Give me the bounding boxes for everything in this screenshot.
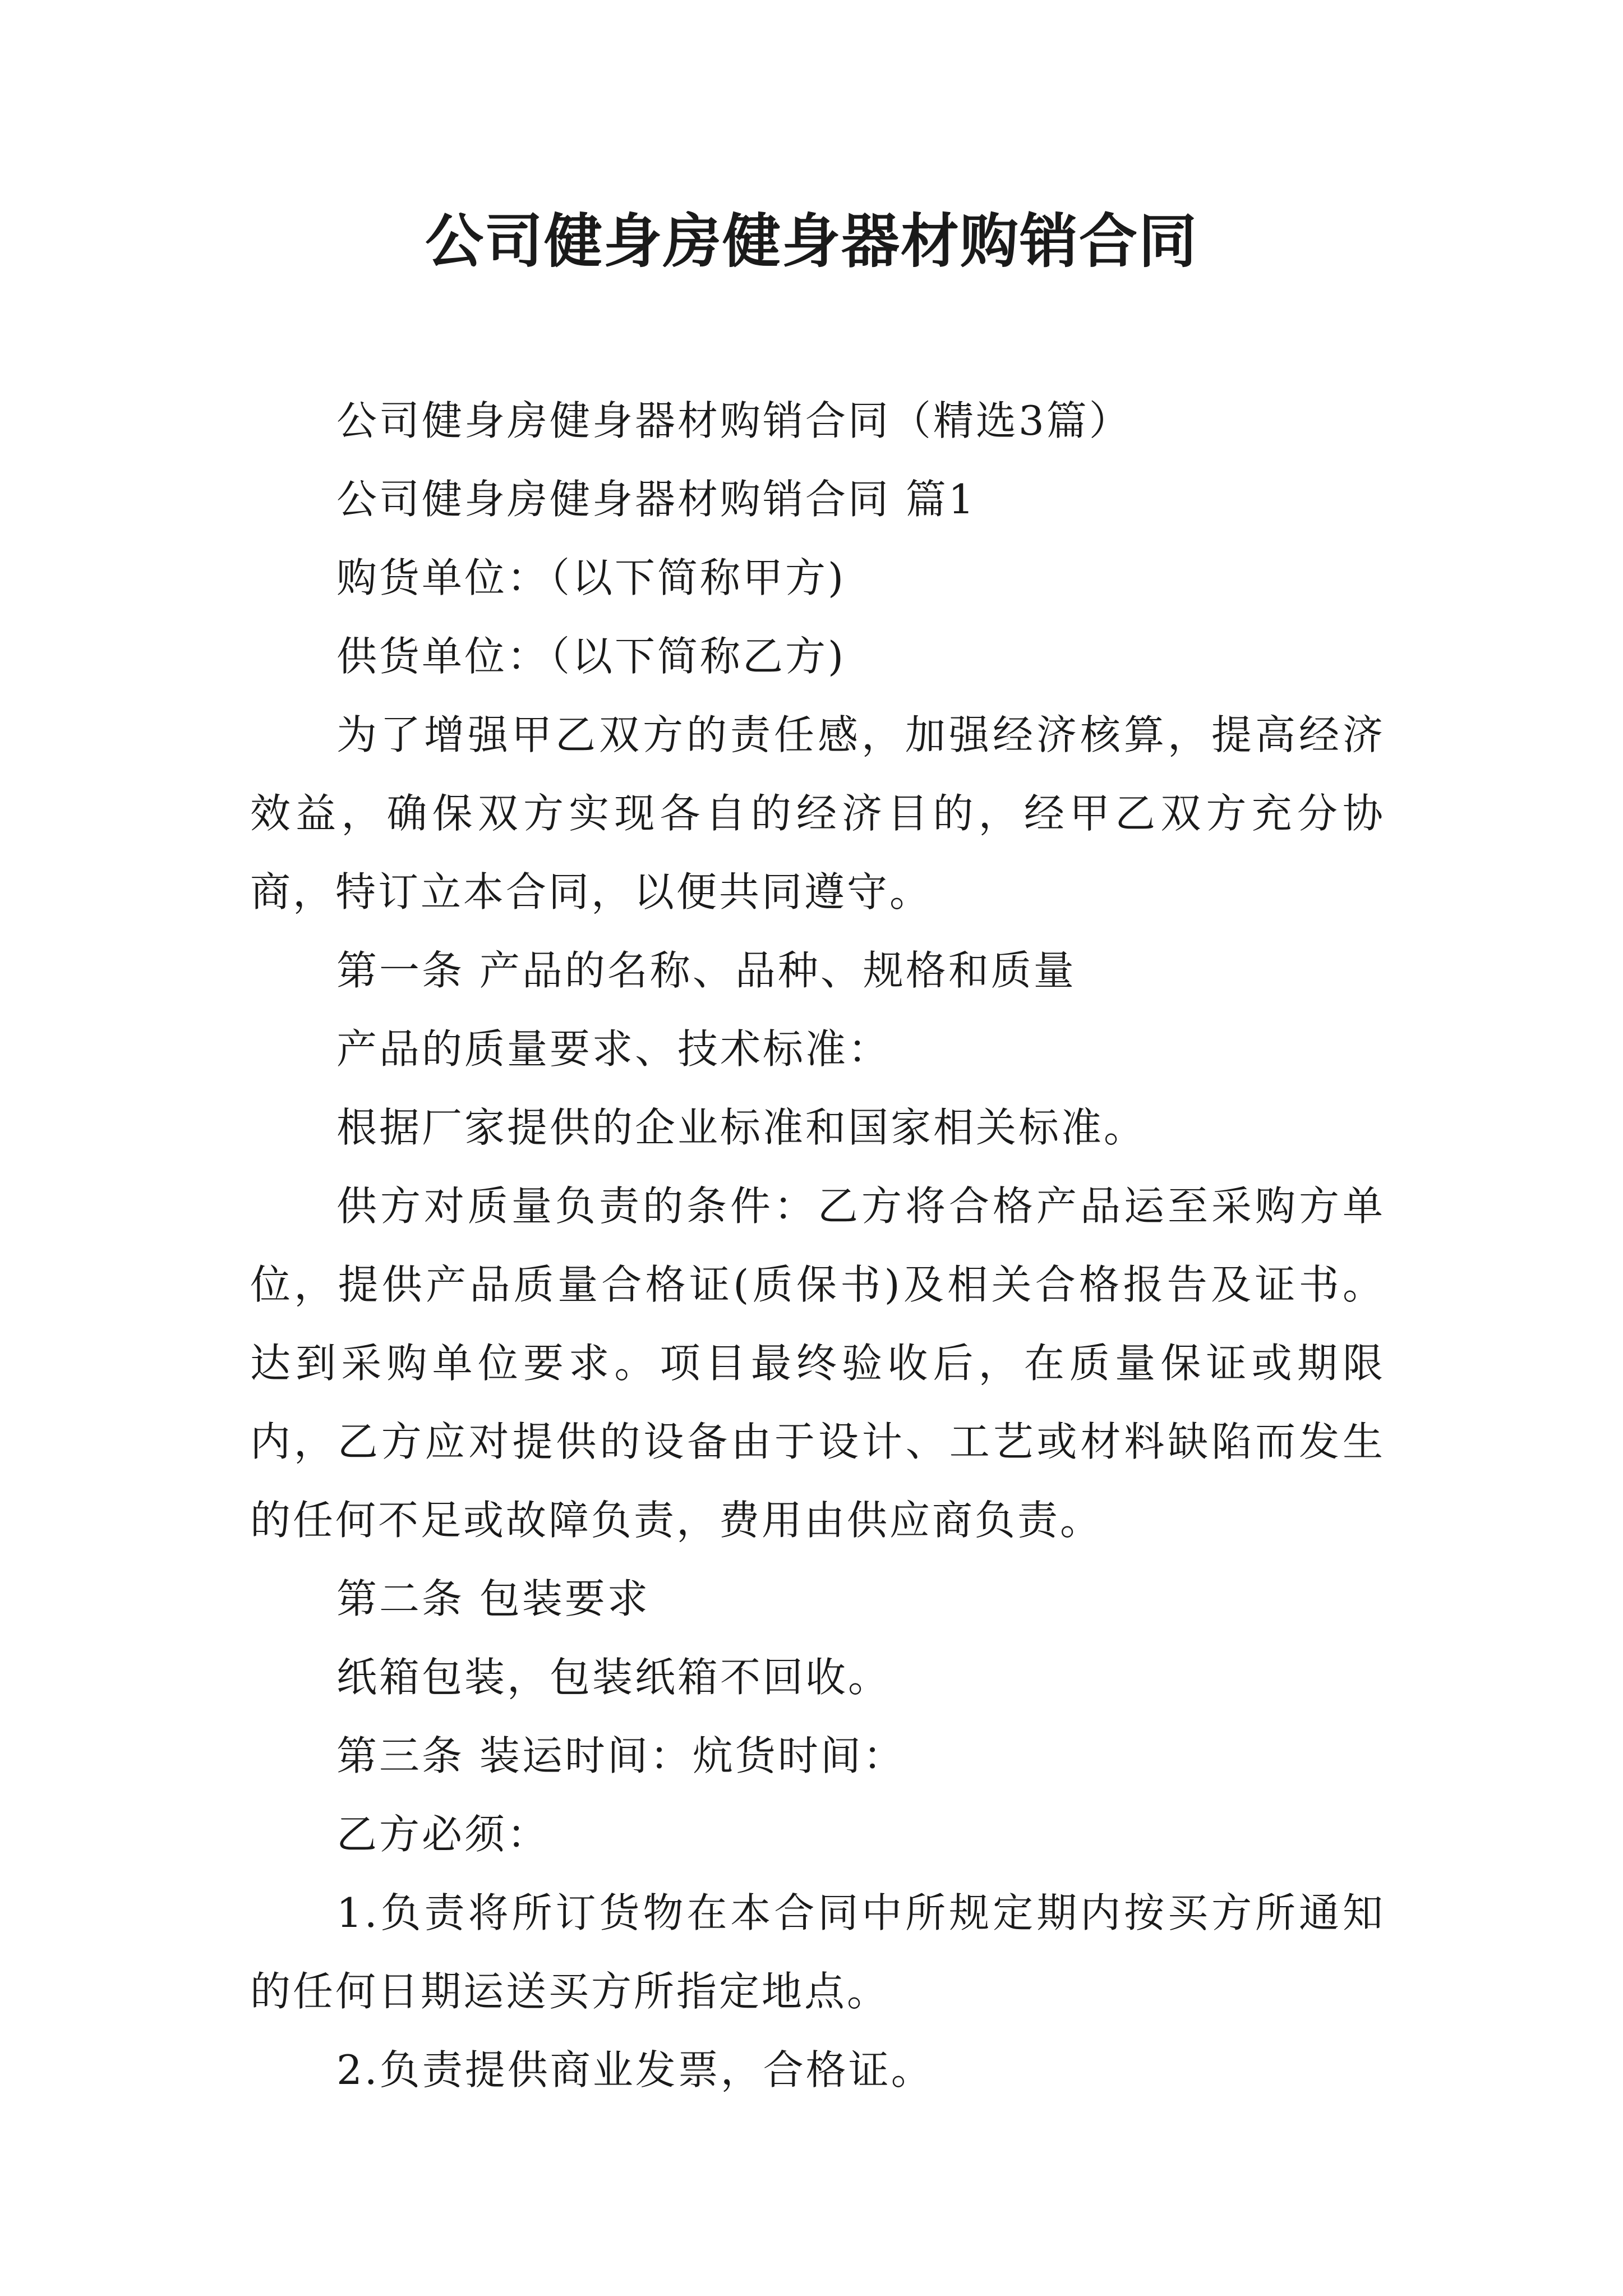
paragraph-buyer: 购货单位：（以下简称甲方)	[336, 554, 846, 601]
document-title: 公司健身房健身器材购销合同	[425, 207, 1198, 275]
paragraph-standards: 根据厂家提供的企业标准和国家相关标准。	[336, 1104, 1147, 1151]
paragraph-section-heading: 公司健身房健身器材购销合同 篇1	[336, 476, 976, 523]
paragraph-packaging: 纸箱包装，包装纸箱不回收。	[336, 1654, 891, 1701]
paragraph-item-2: 2.负责提供商业发票，合格证。	[336, 2046, 934, 2093]
paragraph-quality-conditions: 供方对质量负责的条件：乙方将合格产品运至采购方单位，提供产品质量合格证(质保书)及相关合格报告及证书。达到采购单位要求。项目最终验收后，在质量保证或期限内，乙方应对提供的设备由于设计、工艺或材料缺陷而发生的任何不足或故障负责，费用由供应商负责。	[250, 1182, 1385, 1544]
paragraph-article-3: 第三条 装运时间：炕货时间：	[336, 1732, 906, 1779]
paragraph-item-1: 1.负责将所订货物在本合同中所规定期内按买方所通知的任何日期运送买方所指定地点。	[250, 1889, 1385, 2015]
paragraph-party-b-must: 乙方必须：	[336, 1811, 550, 1858]
paragraph-preamble: 为了增强甲乙双方的责任感，加强经济核算，提高经济效益，确保双方实现各自的经济目的，经甲乙双方充分协商，特订立本合同，以便共同遵守。	[250, 711, 1385, 915]
document-body	[250, 381, 1385, 2109]
paragraph-article-2: 第二条 包装要求	[336, 1575, 650, 1622]
paragraph-subtitle: 公司健身房健身器材购销合同（精选3篇）	[336, 397, 1132, 444]
paragraph-quality-requirements: 产品的质量要求、技术标准：	[336, 1025, 891, 1073]
paragraph-supplier: 供货单位：（以下简称乙方)	[336, 633, 846, 680]
paragraph-article-1: 第一条 产品的名称、品种、规格和质量	[336, 947, 1076, 994]
